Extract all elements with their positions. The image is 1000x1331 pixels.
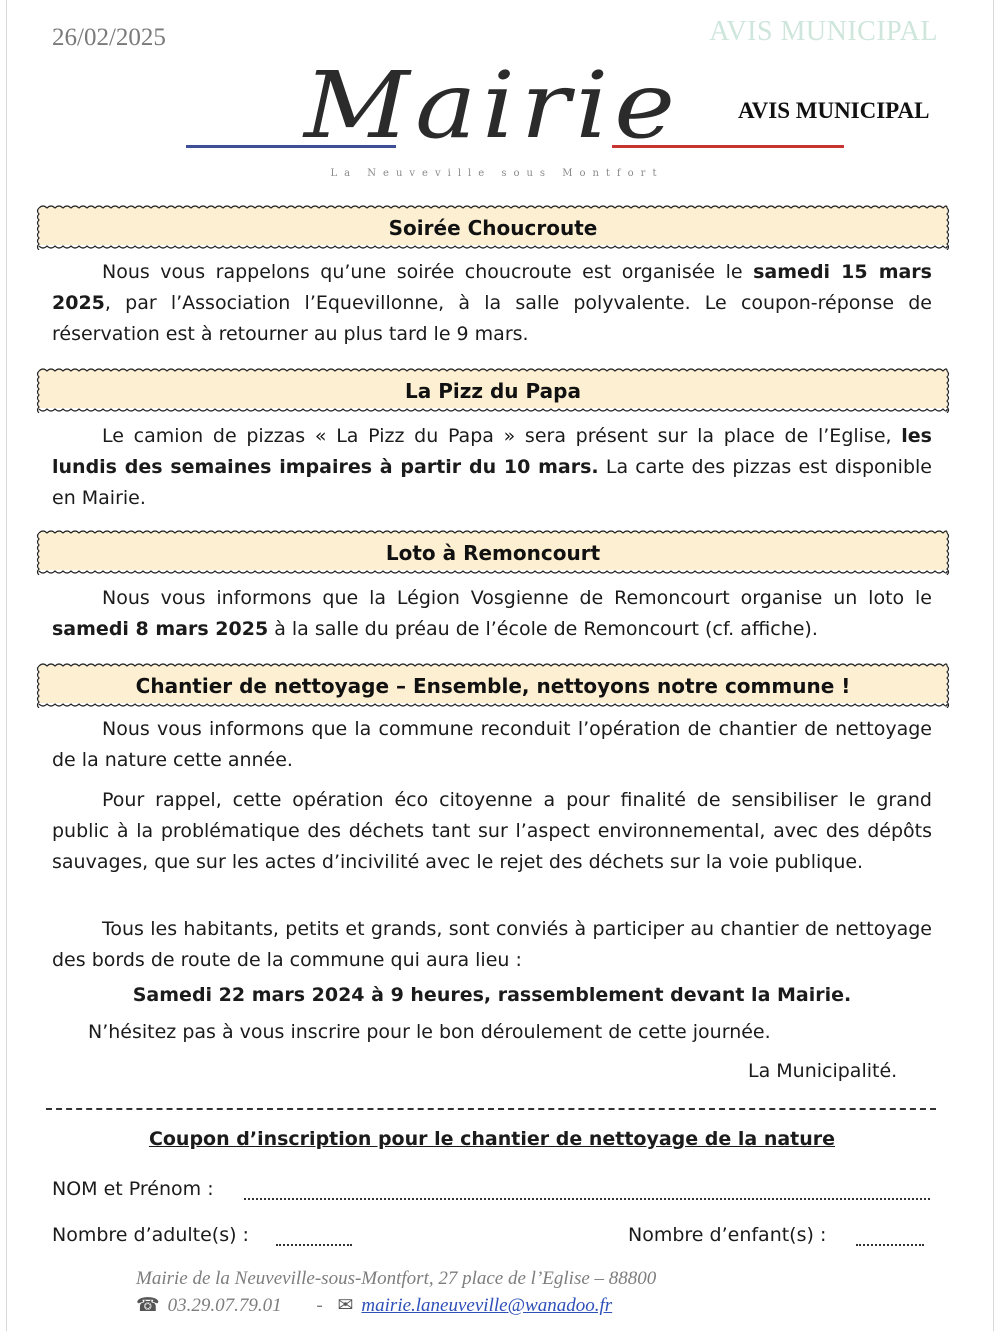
invitation-line: N’hésitez pas à vous inscrire pour le bon déroulement de cette journée. [88,1021,771,1043]
date: 26/02/2025 [52,24,166,51]
signature: La Municipalité. [748,1060,898,1082]
text-bold: samedi 8 mars 2025 [52,618,269,640]
children-field[interactable] [856,1244,924,1246]
page-border-left [6,0,7,1331]
paragraph-nettoyage-1: Nous vous informons que la commune reconduit l’opération de chantier de nettoyage de la nature cette année. [52,718,932,771]
text-bold: les lundis des semaines impaires à partir du 10 mars. [52,425,932,478]
text: La carte des pizzas est disponible en Mairie. [52,456,932,509]
paragraph-pizza [52,421,932,514]
section-banner-loto [36,527,950,575]
paragraph-nettoyage-3: Tous les habitants, petits et grands, sont conviés à participer au chantier de nettoyage des bords de route de la commune qui aura lieu : [52,918,932,971]
section-title: Soirée Choucroute [388,216,598,240]
footer-address: Mairie de la Neuveville-sous-Montfort, 27 place de l’Eglise – 88800 [136,1268,657,1289]
email-link[interactable]: mairie.laneuveville@wanadoo.fr [361,1295,613,1316]
separator: - [316,1295,323,1316]
text-bold: samedi 15 mars 2025 [52,261,932,314]
paragraph-loto [52,583,932,645]
section-title: Chantier de nettoyage – Ensemble, nettoyons notre commune ! [135,674,851,698]
text: Le camion de pizzas « La Pizz du Papa » sera présent sur la place de l’Eglise, [102,425,902,447]
text: Nous vous rappelons qu’une soirée choucroute est organisée le [102,261,754,283]
phone-icon: ☎ [136,1295,160,1316]
paragraph-soiree [52,257,932,350]
section-banner-pizza [36,365,950,413]
logo-wordmark: Mairie [304,52,681,159]
text: , par l’Association l’Equevillonne, à la salle polyvalente. Le coupon-réponse de réservation est à retourner au plus tard le 9 mars. [52,292,932,345]
footer-contact [136,1294,612,1317]
cut-line [46,1108,936,1110]
name-field[interactable] [244,1198,930,1200]
coupon-title: Coupon d’inscription pour le chantier de nettoyage de la nature [148,1128,836,1150]
section-banner-soiree [36,202,950,250]
document-heading: AVIS MUNICIPAL [738,98,930,123]
meeting-announcement: Samedi 22 mars 2024 à 9 heures, rassemblement devant la Mairie. [132,984,852,1006]
watermark-heading: AVIS MUNICIPAL [709,16,938,47]
logo-subtitle: La Neuveville sous Montfort [330,168,664,179]
section-title: La Pizz du Papa [405,379,581,403]
mail-icon: ✉ [337,1295,354,1316]
phone-number: 03.29.07.79.01 [167,1295,282,1316]
name-label: NOM et Prénom : [52,1178,214,1200]
text: Nous vous informons que la Légion Vosgienne de Remoncourt organise un loto le [102,587,932,609]
page-border-right [993,0,994,1331]
mairie-logo [186,52,746,186]
adults-label: Nombre d’adulte(s) : [52,1224,249,1246]
children-label: Nombre d’enfant(s) : [628,1224,827,1246]
adults-field[interactable] [276,1244,352,1246]
text: à la salle du préau de l’école de Remoncourt (cf. affiche). [268,618,818,640]
section-banner-nettoyage [36,660,950,708]
section-title: Loto à Remoncourt [385,541,601,565]
paragraph-nettoyage-2: Pour rappel, cette opération éco citoyenne a pour finalité de sensibiliser le grand public à la problématique des déchets tant sur l’aspect environnemental, avec des dépôts sauvages, que sur les actes d’incivilité avec le rejet des déchets sur la voie publique. [52,789,932,873]
